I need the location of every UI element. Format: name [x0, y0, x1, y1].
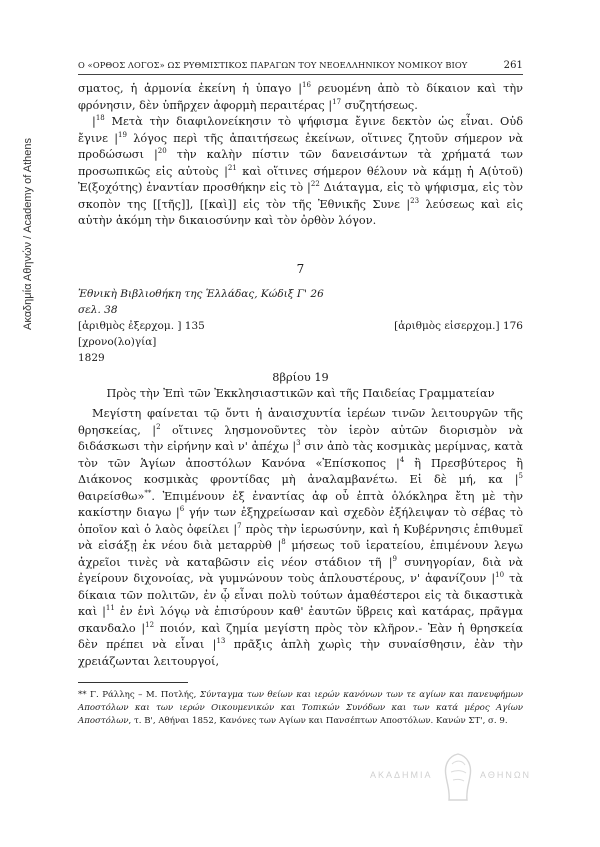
document-year: 1829: [78, 351, 105, 364]
watermark-left-text: ΑΚΑΔΗΜΙΑ: [370, 770, 433, 780]
watermark-right-text: ΑΘΗΝΩΝ: [480, 770, 532, 780]
paragraph-continuation: σματος, ἡ ἁρμονία ἐκείνη ἡ ὑπαγο $|^{16}$ ρευομένη ἀπὸ τὸ δίκαιον καὶ τὴν φρόνησιν, δὲν ὑπῆρχεν ἀφορμὴ περαιτέρας $|^{17}$ συζητήσεως.: [78, 81, 523, 112]
incoming-number: [ἀριθμὸς εἰσερχομ.] 176: [394, 319, 523, 332]
chronology-label: [χρονο(λο)γία]: [78, 335, 157, 348]
paragraph-decision: $|^{18}$ Μετὰ τὴν διαφιλονείκησιν τὸ ψήφισμα ἔγινε δεκτὸν ὡς εἶναι. Οὐδ ἔγινε $|^{19}$ λόγος περὶ τῆς ἀπαιτήσεως ἐκείνων, οἵτινες ζητοῦν σήμερον νὰ προδώσωσι $|^{20}$ τὴν καλὴν πίστιν τῶν δανεισάντων τὰ χρήματά των προσωπικῶς εἰς αὐτοὺς $|^{21}$ καὶ οἵτινες σήμερον θέλουν νὰ κάμῃ ἡ Α(ὐτοῦ) Ἐ(ξοχότης) ἐναντίαν προσθήκην εἰς τὸ $|^{22}$ Διάταγμα, εἰς τὸ ψήφισμα, εἰς τὸν σκοπὸν της [[τῆς]], [[καὶ]] εἰς τὸν τῆς Ἐθνικῆς Συνε $|^{23}$ λεύσεως καὶ εἰς αὐτὴν ἀκόμη τὴν δικαιοσύνην καὶ τὸν ὀρθὸν λόγον.: [78, 114, 524, 227]
academy-watermark: [360, 750, 560, 830]
source-page: σελ. 38: [78, 303, 118, 316]
register-numbers: [78, 318, 523, 334]
side-label-text: Ακαδημία Αθηνών / Academy of Athens: [22, 137, 34, 330]
paragraph-letter: Μεγίστη φαίνεται τῷ ὄντι ἡ ἀναισχυντία ἱερέων τινῶν λειτουργῶν τῆς θρησκείας, $|^2$ οἵτινες λησμονοῦντες τὸν ἱερὸν αὐτῶν διορισμὸν νὰ διδάσκωσι τὴν εἰρήνην καὶ ν' ἀπέχω $|^3$ σιν ἀπὸ τὰς κοσμικὰς μερίμνας, κατὰ τὸν τῶν Ἁγίων ἀποστόλων Κανόνα «Ἐπίσκοπος $|^4$ ἢ Πρεσβύτερος ἢ Διάκονος κοσμικὰς φροντίδας μὴ ἀναλαμβανέτω. Εἰ δὲ μή, κα $|^5$ θαιρείσθω»**. Ἐπιμένουν ἐξ ἐναντίας ἀφ οὗ ἑπτὰ ὁλόκληρα ἔτη μὲ τὴν κακίστην διαγω $|^6$ γήν των ἐξηχρείωσαν καὶ σχεδὸν ἐξήλειψαν τὸ σέβας τὸ ὁποῖον καὶ ὁ λαὸς ὀφείλει $|^7$ πρὸς τὴν ἱερωσύνην, καὶ ἡ Κυβέρνησις ἐπιθυμεῖ νὰ εἰσάξῃ ἐκ νέου διὰ μεταρρὺθ $|^8$ μήσεως τοῦ ἱερατείου, ἐπιμένουν λεγω ἀχρεῖοι τινὲς νὰ καταβῶσιν εἰς νέον στάδιον τῆ $|^9$ συνηγορίαν, διὰ νὰ ἐγείρουν διχονοίας, νὰ γυμνώνουν τοὺς ἁπλουστέρους, ν' ἀφανίζουν $|^{10}$ τὰ δίκαια τῶν πολιτῶν, ἐν ᾧ εἶναι πολὺ τούτων ἀμαθέστεροι εἰς τὰ δικαστικὰ καὶ $|^{11}$ ἐν ἑνὶ λόγῳ νὰ ἐπισύρουν καθ' ἑαυτῶν ὕβρεις καὶ κατάρας, πρᾶγμα σκανδαλο $|^{12}$ ποιόν, καὶ ζημία μεγίστη πρὸς τὸν κλῆρον.- Ἐὰν ἡ θρησκεία δὲν πρέπει νὰ εἶναι $|^{13}$ πρᾶξις ἁπλὴ χωρὶς τὴν συναίσθησιν, ἐὰν τὴν χρειάζωνται λειτουργοί,: [78, 407, 523, 668]
outgoing-number: [ἀριθμὸς ἐξερχομ. ] 135: [78, 319, 205, 332]
document-addressee: Πρὸς τὴν Ἐπὶ τῶν Ἐκκλησιαστικῶν καὶ τῆς Παιδείας Γραμματείαν: [106, 386, 495, 400]
running-head-title: Ο «ΟΡΘΟΣ ΛΟΓΟΣ» ΩΣ ΡΥΘΜΙΣΤΙΚΟΣ ΠΑΡΑΓΩΝ ΤΟΥ ΝΕΟΕΛΛΗΝΙΚΟΥ ΝΟΜΙΚΟΥ ΒΙΟΥ: [78, 60, 468, 70]
running-head: [78, 60, 523, 75]
source-library: Ἐθνικὴ Βιβλιοθήκη της Ἑλλάδας, Κώδιξ Γ' 26: [78, 287, 324, 300]
footnote-divider: [78, 682, 188, 683]
footnote-marker: **: [144, 488, 152, 497]
athena-seal-icon: [438, 750, 478, 806]
document-date: 8βρίου 19: [272, 370, 329, 384]
archive-side-label: [6, 40, 34, 360]
document-number: 7: [296, 261, 305, 276]
page-number: 261: [503, 60, 523, 71]
page-body: [78, 60, 523, 728]
footnote: ** Γ. Ράλλης – Μ. Ποτλής, Σύνταγμα των θείων και ιερών κανόνων των τε αγίων και πανευφήμων Αποστόλων και των ιερών Οικουμενικών και Τοπικών Συνόδων και των κατά μέρος Αγίων Αποστόλων, τ. Β', Αθήναι 1852, Κανόνες των Αγίων και Πανσέπτων Αποστόλων. Κανών ΣΤ', σ. 9.: [78, 690, 523, 726]
